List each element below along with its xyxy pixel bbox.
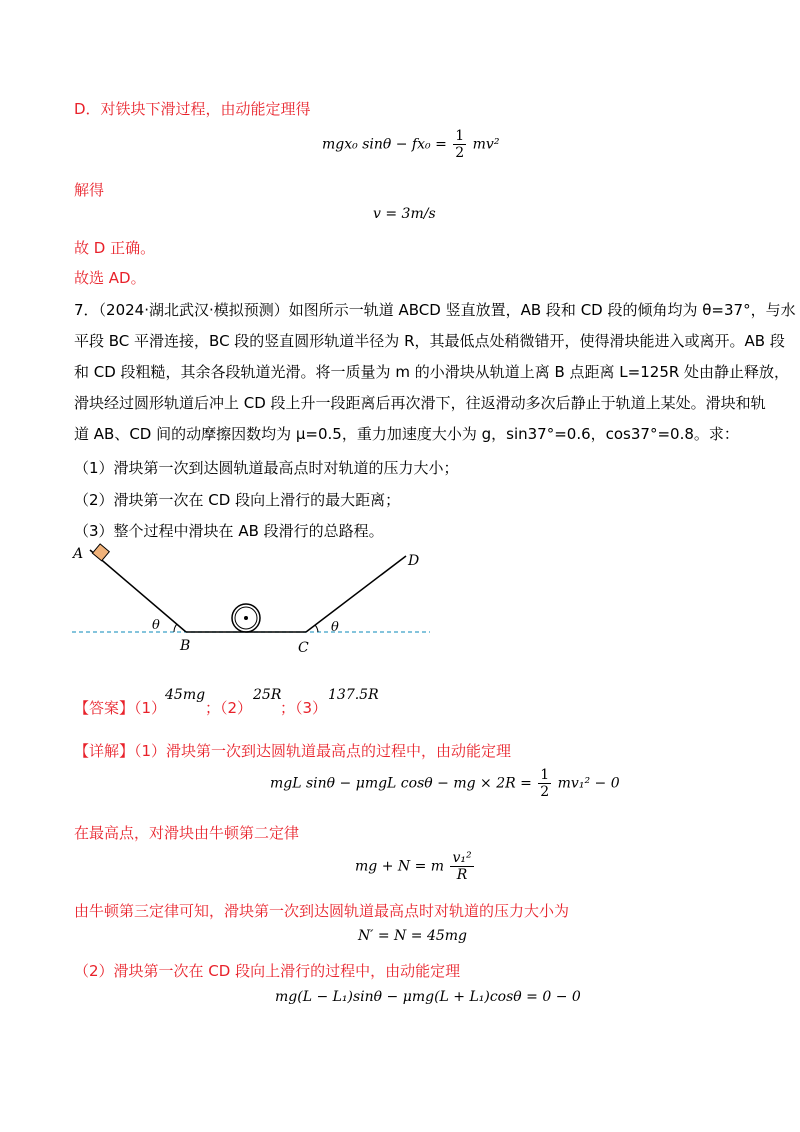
- fraction-v-over-r: [450, 850, 473, 883]
- fraction-num: 1: [455, 128, 465, 144]
- answer-value-3: 137.5R: [328, 687, 379, 703]
- detail-step-4: （2）滑块第一次在 CD 段向上滑行的过程中，由动能定理: [74, 962, 461, 980]
- detail-step-1: [74, 740, 511, 761]
- answer-value-2: 25R: [253, 687, 282, 703]
- track-ab: [90, 550, 186, 632]
- final-answer-choice: 故选 AD。: [74, 269, 146, 287]
- equation-velocity: v = 3m/s: [373, 206, 436, 222]
- equation-kinetic-cd: mg(L − L₁)sinθ − μmg(L + L₁)cosθ = 0 − 0: [275, 989, 581, 1005]
- answer-sep-2: [280, 697, 327, 718]
- answer-p2: （2）: [220, 699, 253, 717]
- question-2: （2）滑块第一次在 CD 段向上滑行的最大距离；: [74, 491, 401, 509]
- problem-line-5: 道 AB、CD 间的动摩擦因数均为 μ=0.5，重力加速度大小为 g，sin37°=0.6，cos37°=0.8。求：: [74, 425, 739, 443]
- answer-row: [74, 697, 166, 718]
- theta-right: θ: [331, 620, 339, 635]
- question-1: （1）滑块第一次到达圆轨道最高点时对轨道的压力大小；: [74, 459, 459, 477]
- equation-kinetic-d: [322, 128, 499, 161]
- label-c: C: [298, 640, 309, 656]
- answer-tag: 【答案】: [74, 699, 135, 717]
- detail-step-1-text: （1）滑块第一次到达圆轨道最高点的过程中，由动能定理: [134, 742, 512, 760]
- problem-line-1: 7．（2024·湖北武汉·模拟预测）如图所示一轨道 ABCD 竖直放置，AB 段和 CD 段的倾角均为 θ=37°，与水: [74, 301, 796, 319]
- fraction-den: 2: [540, 784, 550, 800]
- theta-left: θ: [152, 618, 160, 633]
- detail-tag: 【详解】: [74, 742, 135, 760]
- equation-normal-force: N′ = N = 45mg: [358, 928, 467, 944]
- label-b: B: [180, 638, 191, 654]
- detail-step-3: 由牛顿第三定律可知，滑块第一次到达圆轨道最高点时对轨道的压力大小为: [74, 902, 570, 920]
- fraction-half-a: [538, 767, 551, 800]
- equation-kinetic-loop: [270, 767, 620, 800]
- sep-2: ；: [280, 699, 296, 717]
- part-d-intro: D．对铁块下滑过程，由动能定理得: [74, 100, 311, 118]
- fraction-num: 1: [540, 767, 550, 783]
- conclusion-d: 故 D 正确。: [74, 239, 156, 257]
- track-diagram: [70, 540, 440, 660]
- answer-value-1: 45mg: [165, 687, 206, 703]
- solve-word: 解得: [74, 181, 105, 199]
- fraction-den: R: [456, 867, 468, 883]
- eq-b-lhs: mg + N = m: [355, 858, 445, 875]
- label-d: D: [408, 553, 420, 569]
- fraction-num: v₁²: [452, 850, 472, 866]
- eq1-lhs: mgx₀ sinθ − fx₀ =: [322, 136, 447, 153]
- track-cd: [306, 556, 406, 632]
- label-a: A: [73, 546, 84, 562]
- sep-1: ；: [205, 699, 221, 717]
- problem-line-3: 和 CD 段粗糙，其余各段轨道光滑。将一质量为 m 的小滑块从轨道上离 B 点距离 L=125R 处由静止释放，: [74, 363, 790, 381]
- answer-p1: （1）: [134, 699, 167, 717]
- answer-p3: （3）: [295, 699, 328, 717]
- problem-line-2: 平段 BC 平滑连接，BC 段的竖直圆形轨道半径为 R，其最低点处稍微错开，使得滑块能进入或离开。AB 段: [74, 332, 785, 350]
- fraction-half: [453, 128, 466, 161]
- question-3: （3）整个过程中滑块在 AB 段滑行的总路程。: [74, 522, 384, 540]
- eq-a-rhs: mv₁² − 0: [557, 775, 620, 792]
- angle-arc-right: [315, 625, 318, 632]
- detail-step-2: 在最高点，对滑块由牛顿第二定律: [74, 824, 300, 842]
- answer-sep-1: [205, 697, 252, 718]
- eq-a-lhs: mgL sinθ − μmgL cosθ − mg × 2R =: [270, 775, 532, 792]
- eq1-rhs: mv²: [472, 136, 500, 153]
- angle-arc-left: [174, 624, 177, 632]
- fraction-den: 2: [455, 145, 465, 161]
- loop-center-dot: [244, 616, 248, 620]
- sliding-block: [92, 544, 109, 561]
- equation-newton-second: [355, 850, 476, 883]
- problem-line-4: 滑块经过圆形轨道后冲上 CD 段上升一段距离后再次滑下，往返滑动多次后静止于轨道上某处。滑块和轨: [74, 394, 766, 412]
